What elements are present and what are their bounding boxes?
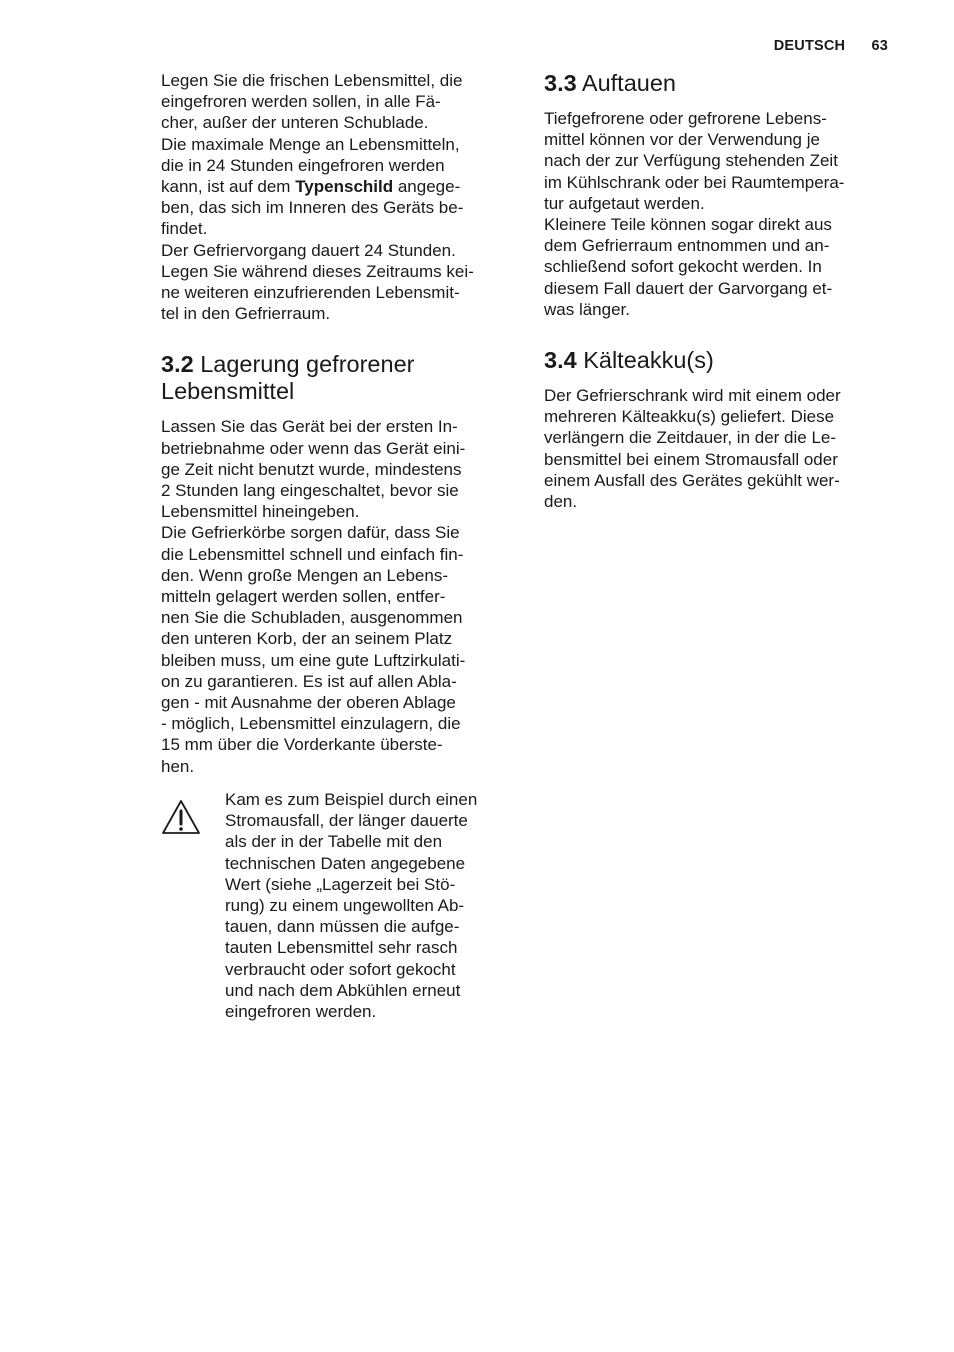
warning-triangle-icon: [161, 799, 201, 835]
warning-note: [161, 789, 513, 1022]
text-line: bleiben muss, um eine gute Luftzirkulati-: [161, 650, 466, 670]
text-line: den.: [544, 492, 578, 512]
max-amount-paragraph: [161, 134, 513, 240]
rating-plate-term: Typenschild: [295, 177, 394, 197]
text-line: diesem Fall dauert der Garvorgang et-: [544, 278, 833, 298]
text-line: tauen, dann müssen die aufge-: [225, 917, 460, 937]
text-line: eingefroren werden.: [225, 1001, 377, 1021]
header-language: DEUTSCH: [773, 38, 846, 54]
text-line: Lebensmittel hineingeben.: [161, 502, 360, 522]
section-title-continued: Lebensmittel: [161, 378, 295, 405]
text-line: Legen Sie die frischen Lebensmittel, die: [161, 71, 463, 90]
text-line: Der Gefriervorgang dauert 24 Stunden.: [161, 240, 456, 260]
text-line: eingefroren werden sollen, in alle Fä-: [161, 92, 441, 112]
text-line: technischen Daten angegebene: [225, 853, 466, 873]
section-heading-3-2: [161, 351, 513, 405]
text-line: den. Wenn große Mengen an Lebens-: [161, 565, 448, 585]
text-line: als der in der Tabelle mit den: [225, 832, 443, 852]
thawing-paragraph-1: [544, 108, 888, 214]
section-title: Lagerung gefrorener: [200, 351, 415, 378]
text-line: on zu garantieren. Es ist auf allen Abla-: [161, 671, 457, 691]
text-line: tel in den Gefrierraum.: [161, 304, 331, 324]
text-line: Kleinere Teile können sogar direkt aus: [544, 215, 832, 235]
text-line: nach der zur Verfügung stehenden Zeit: [544, 151, 838, 171]
text-line: und nach dem Abkühlen erneut: [225, 980, 461, 1000]
text-line: ben, das sich im Inneren des Geräts be-: [161, 198, 464, 218]
text-line: einem Ausfall des Gerätes gekühlt wer-: [544, 470, 840, 490]
section-heading-3-3: [544, 70, 888, 97]
text-line: Die Gefrierkörbe sorgen dafür, dass Sie: [161, 523, 460, 543]
cold-packs-paragraph: [544, 385, 888, 512]
section-heading-3-4: [544, 347, 888, 374]
text-line: die in 24 Stunden eingefroren werden: [161, 155, 445, 175]
text-line: 15 mm über die Vorderkante überste-: [161, 735, 443, 755]
text-line: Der Gefrierschrank wird mit einem oder: [544, 386, 841, 406]
section-number: 3.2: [161, 351, 194, 378]
text-line: rung) zu einem ungewollten Ab-: [225, 895, 465, 915]
text-line: nen Sie die Schubladen, ausgenommen: [161, 608, 463, 628]
storage-paragraph-2: [161, 522, 513, 776]
text-line: Die maximale Menge an Lebensmitteln,: [161, 134, 460, 154]
text-line: Kam es zum Beispiel durch einen: [225, 789, 478, 809]
text-line: ne weiteren einzufrierenden Lebensmit-: [161, 283, 460, 303]
page-header: [774, 38, 888, 54]
text-line: mitteln gelagert werden sollen, entfer-: [161, 587, 446, 607]
text-line: cher, außer der unteren Schublade.: [161, 113, 429, 133]
text-line: mehreren Kälteakku(s) geliefert. Diese: [544, 407, 835, 427]
freezing-duration-paragraph: [161, 240, 513, 325]
text-line: hen.: [161, 756, 195, 776]
text-line: schließend sofort gekocht werden. In: [544, 257, 822, 277]
text-line: tauten Lebensmittel sehr rasch: [225, 938, 458, 958]
text-line: den unteren Korb, der an seinem Platz: [161, 629, 453, 649]
text-line: Wert (siehe „Lagerzeit bei Stö-: [225, 874, 456, 894]
text-line: 2 Stunden lang eingeschaltet, bevor sie: [161, 481, 459, 501]
text-line: verlängern die Zeitdauer, in der die Le-: [544, 428, 837, 448]
text-line: ge Zeit nicht benutzt wurde, mindestens: [161, 459, 462, 479]
warning-text: [225, 789, 513, 1022]
text-line: die Lebensmittel schnell und einfach fin-: [161, 544, 464, 564]
text-line: mittel können vor der Verwendung je: [544, 130, 820, 150]
section-number: 3.4: [544, 347, 577, 374]
text-line: verbraucht oder sofort gekocht: [225, 959, 456, 979]
thawing-paragraph-2: [544, 214, 888, 320]
text-line: [161, 176, 513, 197]
text-line: bensmittel bei einem Stromausfall oder: [544, 449, 838, 469]
section-title: Kälteakku(s): [583, 347, 714, 374]
text-line: Tiefgefrorene oder gefrorene Lebens-: [544, 109, 827, 128]
section-number: 3.3: [544, 70, 577, 96]
right-column: [544, 70, 888, 512]
text-run: angege-: [393, 177, 461, 197]
text-line: findet.: [161, 219, 208, 239]
storage-paragraph-1: [161, 416, 513, 522]
text-line: Lassen Sie das Gerät bei der ersten In-: [161, 417, 458, 437]
page-number: 63: [871, 38, 888, 54]
text-line: im Kühlschrank oder bei Raumtempera-: [544, 172, 845, 192]
text-line: - möglich, Lebensmittel einzulagern, die: [161, 714, 461, 734]
text-line: tur aufgetaut werden.: [544, 193, 705, 213]
left-column: [161, 70, 513, 1022]
text-line: gen - mit Ausnahme der oberen Ablage: [161, 693, 456, 713]
text-line: Legen Sie während dieses Zeitraums kei-: [161, 261, 474, 281]
text-run: kann, ist auf dem: [161, 177, 296, 197]
text-line: Stromausfall, der länger dauerte: [225, 811, 468, 831]
text-line: dem Gefrierraum entnommen und an-: [544, 236, 830, 256]
intro-paragraph: [161, 70, 513, 134]
section-title: Auftauen: [581, 70, 676, 96]
text-line: was länger.: [544, 299, 630, 319]
text-line: betriebnahme oder wenn das Gerät eini-: [161, 438, 466, 458]
